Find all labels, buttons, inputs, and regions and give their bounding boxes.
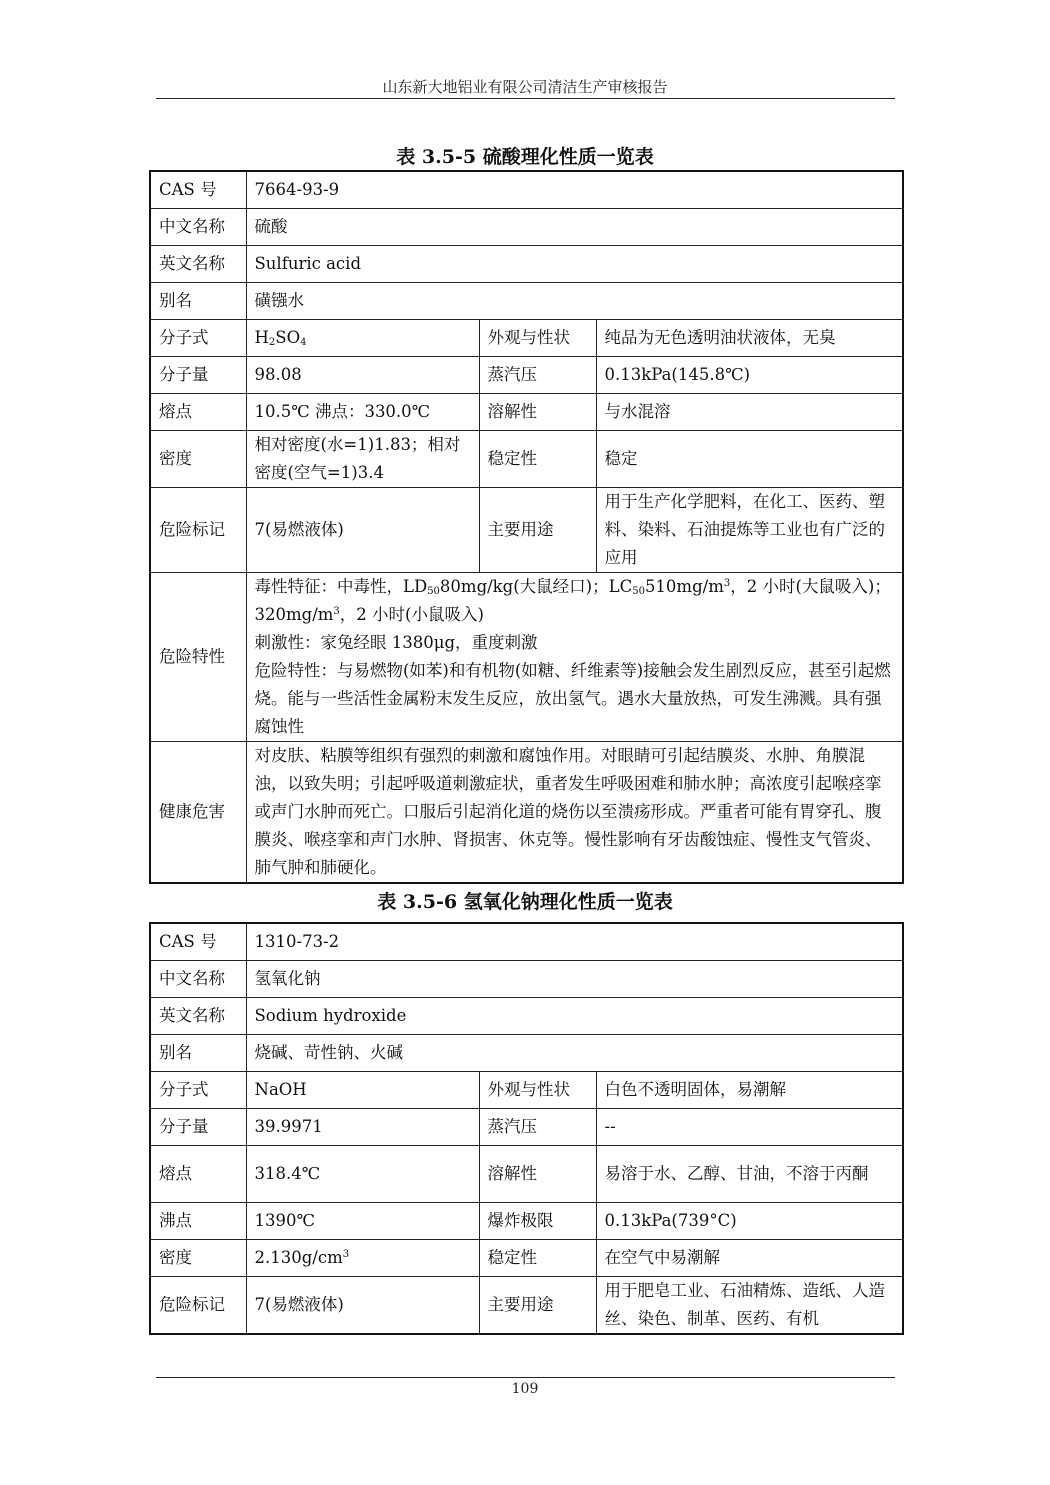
hazard-mark-value: 7(易燃液体) [246, 1276, 479, 1334]
explosion-label: 爆炸极限 [479, 1202, 596, 1239]
subscript: 50 [632, 585, 645, 597]
density-text: 2.130g/cm [254, 1247, 343, 1267]
density-label: 密度 [150, 1239, 246, 1276]
table-row [150, 1276, 903, 1334]
solubility-label: 溶解性 [479, 393, 596, 430]
table-row [150, 1202, 903, 1239]
en-name-value: Sodium hydroxide [246, 997, 903, 1034]
stability-label: 稳定性 [479, 430, 596, 487]
superscript: 3 [342, 1248, 350, 1260]
alias-value: 磺镪水 [246, 282, 903, 319]
text-part: ，2 小时(大鼠吸入)；320mg/m [254, 576, 891, 624]
hazard-mark-value: 7(易燃液体) [246, 487, 479, 572]
hazard-mark-label: 危险标记 [150, 1276, 246, 1334]
formula-label: 分子式 [150, 1071, 246, 1108]
sulfuric-acid-table [149, 170, 904, 884]
table1-caption: 表 3.5-5 硫酸理化性质一览表 [396, 146, 654, 168]
density-label: 密度 [150, 430, 246, 487]
table-row [150, 487, 903, 572]
table-row [150, 208, 903, 245]
table-row [150, 393, 903, 430]
mw-value: 39.9971 [246, 1108, 479, 1145]
use-label: 主要用途 [479, 1276, 596, 1334]
table-row [150, 1145, 903, 1202]
solubility-value: 易溶于水、乙醇、甘油，不溶于丙酮 [596, 1145, 903, 1202]
solubility-label: 溶解性 [479, 1145, 596, 1202]
alias-value: 烧碱、苛性钠、火碱 [246, 1034, 903, 1071]
mp-label: 熔点 [150, 393, 246, 430]
table-row [150, 319, 903, 356]
text-part: 80mg/kg(大鼠经口)；LC [439, 576, 633, 596]
hazard-value [246, 572, 903, 741]
solubility-value: 与水混溶 [596, 393, 903, 430]
table-row [150, 741, 903, 883]
table-row [150, 430, 903, 487]
appearance-label: 外观与性状 [479, 1071, 596, 1108]
mp-value: 10.5℃ 沸点：330.0℃ [246, 393, 479, 430]
hazard-label: 危险特性 [150, 572, 246, 741]
cn-name-label: 中文名称 [150, 208, 246, 245]
table-row [150, 572, 903, 741]
table-row [150, 1239, 903, 1276]
table-row [150, 282, 903, 319]
table-row [150, 1108, 903, 1145]
cas-label: CAS 号 [150, 923, 246, 960]
density-value [246, 1239, 479, 1276]
table-row [150, 245, 903, 282]
health-value: 对皮肤、粘膜等组织有强烈的刺激和腐蚀作用。对眼睛可引起结膜炎、水肿、角膜混浊，以致失明；引起呼吸道刺激症状，重者发生呼吸困难和肺水肿；高浓度引起喉痉挛或声门水肿而死亡。口服后引起消化道的烧伤以至溃疡形成。严重者可能有胃穿孔、腹膜炎、喉痉挛和声门水肿、肾损害、休克等。慢性影响有牙齿酸蚀症、慢性支气管炎、肺气肿和肺硬化。 [246, 741, 903, 883]
stability-value: 稳定 [596, 430, 903, 487]
vapor-label: 蒸汽压 [479, 356, 596, 393]
table2-caption: 表 3.5-6 氢氧化钠理化性质一览表 [377, 891, 673, 913]
mw-value: 98.08 [246, 356, 479, 393]
formula-value: NaOH [246, 1071, 479, 1108]
mp-label: 熔点 [150, 1145, 246, 1202]
use-value: 用于生产化学肥料，在化工、医药、塑料、染料、石油提炼等工业也有广泛的应用 [596, 487, 903, 572]
hazard-mark-label: 危险标记 [150, 487, 246, 572]
text-part: ，2 小时(小鼠吸入) [339, 604, 484, 624]
formula-label: 分子式 [150, 319, 246, 356]
superscript: 3 [723, 577, 731, 589]
use-value: 用于肥皂工业、石油精炼、造纸、人造丝、染色、制革、医药、有机 [596, 1276, 903, 1334]
cn-name-value: 硫酸 [246, 208, 903, 245]
formula-value [246, 319, 479, 356]
formula-subscript: 4 [300, 336, 307, 348]
running-header: 山东新大地铝业有限公司清洁生产审核报告 [382, 78, 668, 96]
appearance-value: 白色不透明固体，易潮解 [596, 1071, 903, 1108]
bp-label: 沸点 [150, 1202, 246, 1239]
irritation-text: 刺激性：家兔经眼 1380μg，重度刺激 [254, 632, 538, 652]
alias-label: 别名 [150, 1034, 246, 1071]
text-part: 510mg/m [644, 576, 724, 596]
use-label: 主要用途 [479, 487, 596, 572]
cas-label: CAS 号 [150, 171, 246, 208]
table-row [150, 960, 903, 997]
explosion-value: 0.13kPa(739°C) [596, 1202, 903, 1239]
en-name-label: 英文名称 [150, 997, 246, 1034]
cas-value: 1310-73-2 [246, 923, 903, 960]
danger-text: 危险特性：与易燃物(如苯)和有机物(如糖、纤维素等)接触会发生剧烈反应，甚至引起燃烧。能与一些活性金属粉末发生反应，放出氢气。遇水大量放热，可发生沸溅。具有强腐蚀性 [254, 660, 891, 736]
table-row [150, 923, 903, 960]
en-name-label: 英文名称 [150, 245, 246, 282]
footer-rule [156, 1377, 895, 1378]
header-rule [156, 98, 895, 99]
formula-subscript: 2 [268, 336, 276, 348]
text-part: 毒性特征：中毒性，LD [254, 576, 428, 596]
subscript: 50 [427, 585, 440, 597]
vapor-value: 0.13kPa(145.8℃) [596, 356, 903, 393]
table-row [150, 1071, 903, 1108]
table-row [150, 1034, 903, 1071]
cas-value: 7664-93-9 [246, 171, 903, 208]
appearance-value: 纯品为无色透明油状液体，无臭 [596, 319, 903, 356]
appearance-label: 外观与性状 [479, 319, 596, 356]
mw-label: 分子量 [150, 1108, 246, 1145]
sodium-hydroxide-table [149, 922, 904, 1335]
stability-label: 稳定性 [479, 1239, 596, 1276]
bp-value: 1390℃ [246, 1202, 479, 1239]
table-row [150, 997, 903, 1034]
density-value: 相对密度(水=1)1.83；相对密度(空气=1)3.4 [246, 430, 479, 487]
mw-label: 分子量 [150, 356, 246, 393]
table-row [150, 356, 903, 393]
page-number: 109 [511, 1381, 539, 1397]
stability-value: 在空气中易潮解 [596, 1239, 903, 1276]
vapor-label: 蒸汽压 [479, 1108, 596, 1145]
table-row [150, 171, 903, 208]
formula-part: H [254, 327, 269, 347]
health-label: 健康危害 [150, 741, 246, 883]
mp-value: 318.4℃ [246, 1145, 479, 1202]
toxicity-text [255, 573, 895, 629]
alias-label: 别名 [150, 282, 246, 319]
formula-part: SO [275, 327, 301, 347]
cn-name-label: 中文名称 [150, 960, 246, 997]
superscript: 3 [333, 605, 340, 617]
cn-name-value: 氢氧化钠 [246, 960, 903, 997]
en-name-value: Sulfuric acid [246, 245, 903, 282]
vapor-value: -- [596, 1108, 903, 1145]
